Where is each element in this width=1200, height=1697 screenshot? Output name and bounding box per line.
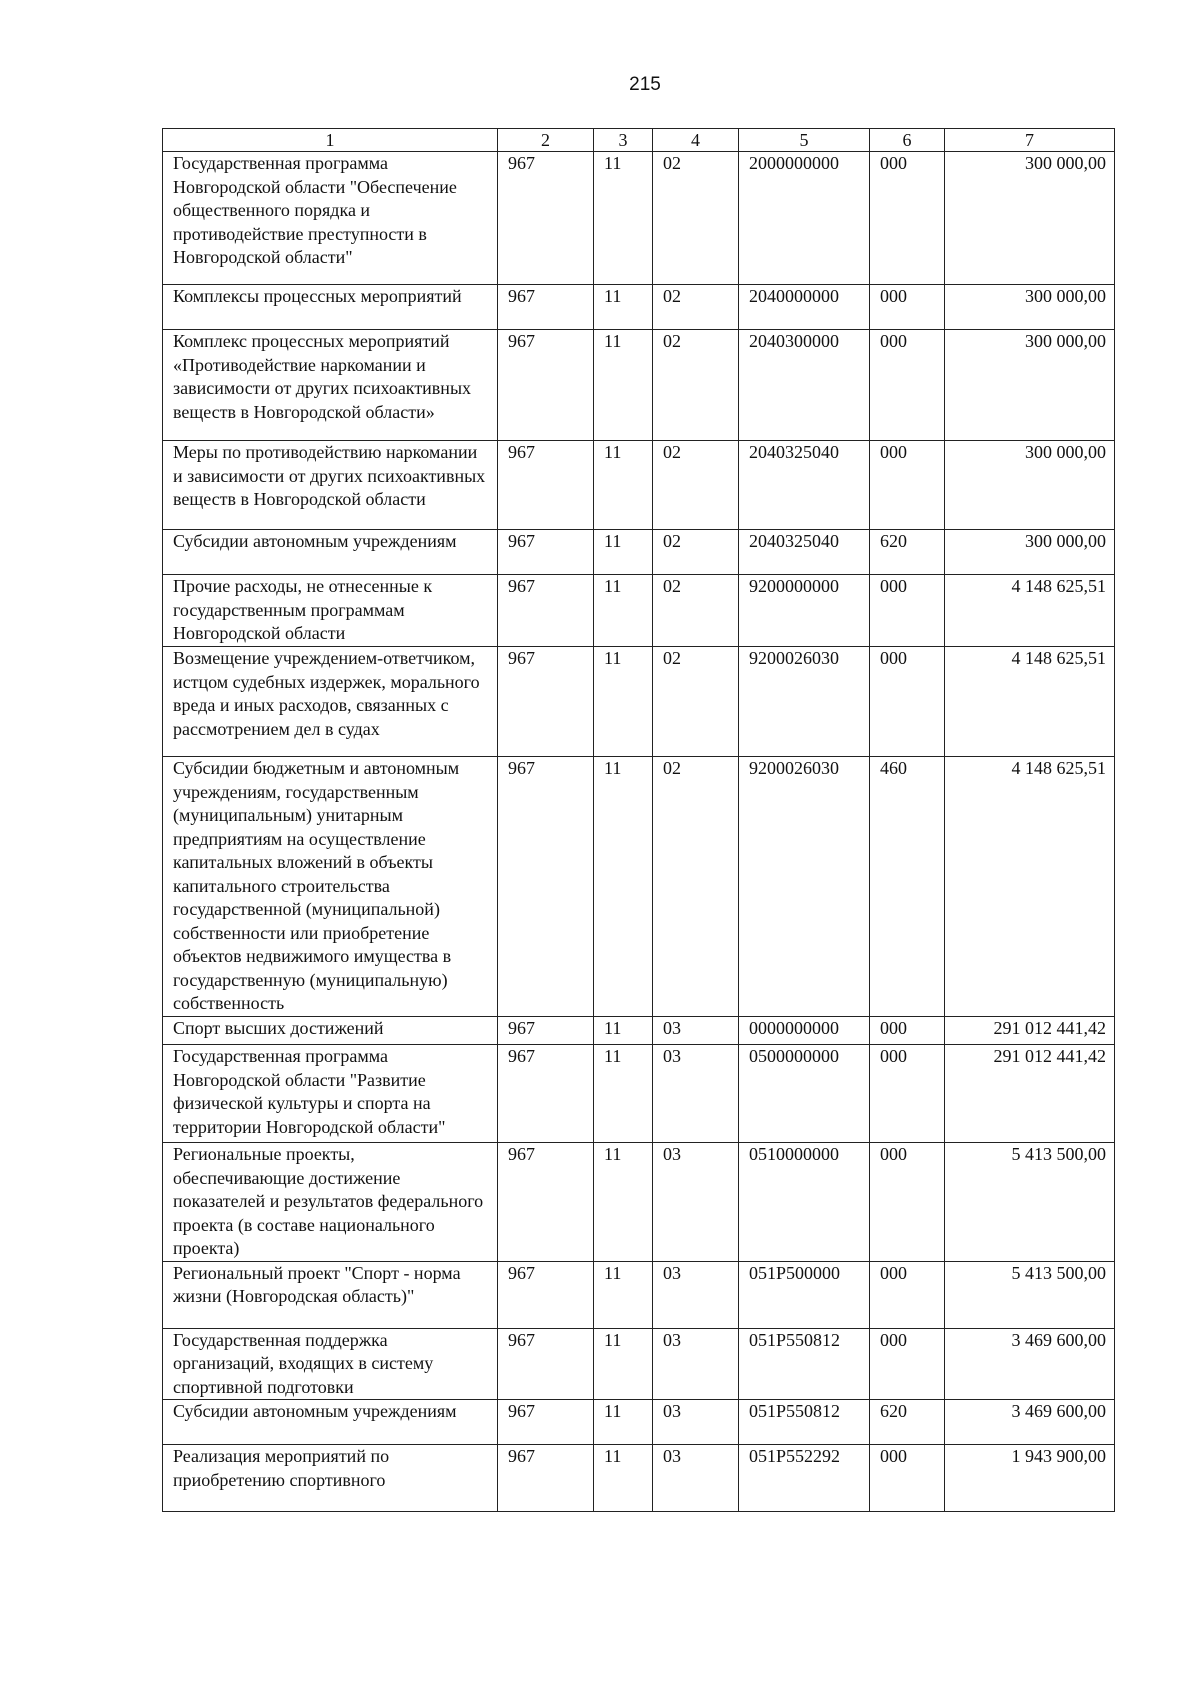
cell-name: Государственная программа Новгородской области "Развитие физической культуры и спорта на территории Новгородской области" — [163, 1045, 498, 1143]
table-row — [163, 1143, 1115, 1262]
cell-name: Меры по противодействию наркомании и зависимости от других психоактивных веществ в Новгородской области — [163, 441, 498, 530]
cell-amount: 300 000,00 — [945, 441, 1115, 530]
cell-col-5: 2040300000 — [739, 330, 870, 441]
cell-col-4: 03 — [653, 1445, 739, 1512]
cell-name: Спорт высших достижений — [163, 1017, 498, 1045]
cell-amount: 5 413 500,00 — [945, 1143, 1115, 1262]
cell-col-2: 967 — [498, 757, 594, 1017]
cell-col-2: 967 — [498, 1400, 594, 1445]
cell-col-2: 967 — [498, 330, 594, 441]
cell-name: Государственная поддержка организаций, входящих в систему спортивной подготовки — [163, 1328, 498, 1400]
cell-name: Реализация мероприятий по приобретению спортивного — [163, 1445, 498, 1512]
cell-name: Региональный проект "Спорт - норма жизни (Новгородская область)" — [163, 1261, 498, 1328]
cell-col-2: 967 — [498, 1328, 594, 1400]
budget-table — [162, 128, 1115, 1512]
cell-name: Возмещение учреждением-ответчиком, истцом судебных издержек, морального вреда и иных расходов, связанных с рассмотрением дел в судах — [163, 647, 498, 757]
cell-name: Субсидии автономным учреждениям — [163, 530, 498, 575]
cell-col-6: 000 — [870, 1045, 945, 1143]
cell-col-5: 2040000000 — [739, 285, 870, 330]
column-header-2: 2 — [498, 129, 594, 152]
cell-col-5: 0510000000 — [739, 1143, 870, 1262]
cell-col-6: 460 — [870, 757, 945, 1017]
cell-col-6: 000 — [870, 1261, 945, 1328]
cell-col-6: 000 — [870, 330, 945, 441]
cell-col-5: 0000000000 — [739, 1017, 870, 1045]
cell-amount: 5 413 500,00 — [945, 1261, 1115, 1328]
cell-amount: 300 000,00 — [945, 330, 1115, 441]
cell-amount: 4 148 625,51 — [945, 647, 1115, 757]
cell-col-4: 02 — [653, 757, 739, 1017]
cell-col-3: 11 — [594, 1445, 653, 1512]
cell-col-4: 02 — [653, 575, 739, 647]
cell-col-2: 967 — [498, 530, 594, 575]
cell-col-3: 11 — [594, 1017, 653, 1045]
cell-name: Субсидии автономным учреждениям — [163, 1400, 498, 1445]
column-header-6: 6 — [870, 129, 945, 152]
cell-col-5: 2040325040 — [739, 530, 870, 575]
cell-col-5: 9200026030 — [739, 647, 870, 757]
cell-col-6: 000 — [870, 647, 945, 757]
cell-amount: 1 943 900,00 — [945, 1445, 1115, 1512]
cell-col-4: 02 — [653, 530, 739, 575]
table-row — [163, 530, 1115, 575]
cell-col-3: 11 — [594, 1143, 653, 1262]
cell-col-3: 11 — [594, 152, 653, 285]
cell-col-3: 11 — [594, 330, 653, 441]
cell-col-4: 03 — [653, 1045, 739, 1143]
cell-col-2: 967 — [498, 1017, 594, 1045]
cell-name: Комплекс процессных мероприятий «Противодействие наркомании и зависимости от других психоактивных веществ в Новгородской области» — [163, 330, 498, 441]
cell-col-4: 03 — [653, 1261, 739, 1328]
cell-col-6: 000 — [870, 285, 945, 330]
cell-col-3: 11 — [594, 1400, 653, 1445]
cell-col-4: 03 — [653, 1328, 739, 1400]
cell-col-4: 02 — [653, 330, 739, 441]
header-row — [163, 129, 1115, 152]
cell-col-4: 03 — [653, 1400, 739, 1445]
column-header-4: 4 — [653, 129, 739, 152]
cell-amount: 291 012 441,42 — [945, 1017, 1115, 1045]
cell-col-3: 11 — [594, 1045, 653, 1143]
cell-col-3: 11 — [594, 285, 653, 330]
cell-col-3: 11 — [594, 647, 653, 757]
cell-col-2: 967 — [498, 285, 594, 330]
cell-col-3: 11 — [594, 575, 653, 647]
cell-col-4: 02 — [653, 647, 739, 757]
cell-col-6: 000 — [870, 152, 945, 285]
cell-col-2: 967 — [498, 441, 594, 530]
table-body — [163, 152, 1115, 1512]
cell-col-3: 11 — [594, 1328, 653, 1400]
cell-col-2: 967 — [498, 647, 594, 757]
cell-col-6: 000 — [870, 1143, 945, 1262]
cell-amount: 300 000,00 — [945, 285, 1115, 330]
cell-col-2: 967 — [498, 1445, 594, 1512]
table-row — [163, 1400, 1115, 1445]
cell-col-4: 02 — [653, 441, 739, 530]
cell-col-4: 02 — [653, 152, 739, 285]
table-row — [163, 1328, 1115, 1400]
table-row — [163, 1261, 1115, 1328]
table-row — [163, 647, 1115, 757]
cell-name: Региональные проекты, обеспечивающие достижение показателей и результатов федерального проекта (в составе национального проекта) — [163, 1143, 498, 1262]
cell-col-6: 000 — [870, 1328, 945, 1400]
cell-col-4: 03 — [653, 1143, 739, 1262]
cell-col-6: 000 — [870, 441, 945, 530]
cell-col-6: 620 — [870, 1400, 945, 1445]
cell-col-4: 03 — [653, 1017, 739, 1045]
table-row — [163, 1445, 1115, 1512]
cell-col-5: 9200000000 — [739, 575, 870, 647]
cell-col-3: 11 — [594, 757, 653, 1017]
cell-col-5: 2000000000 — [739, 152, 870, 285]
cell-col-2: 967 — [498, 1045, 594, 1143]
cell-col-5: 2040325040 — [739, 441, 870, 530]
cell-col-6: 620 — [870, 530, 945, 575]
cell-col-3: 11 — [594, 441, 653, 530]
column-header-1: 1 — [163, 129, 498, 152]
table-row — [163, 441, 1115, 530]
cell-col-3: 11 — [594, 1261, 653, 1328]
cell-amount: 3 469 600,00 — [945, 1328, 1115, 1400]
column-header-5: 5 — [739, 129, 870, 152]
cell-col-6: 000 — [870, 1017, 945, 1045]
cell-name: Субсидии бюджетным и автономным учреждениям, государственным (муниципальным) унитарным предприятиям на осуществление капитальных вложений в объекты капитального строительства государственной (муниципальной) собственности или приобретение объектов недвижимого имущества в государственную (муниципальную) собственность — [163, 757, 498, 1017]
table-row — [163, 285, 1115, 330]
cell-amount: 3 469 600,00 — [945, 1400, 1115, 1445]
cell-col-5: 051P552292 — [739, 1445, 870, 1512]
cell-name: Прочие расходы, не отнесенные к государственным программам Новгородской области — [163, 575, 498, 647]
cell-col-5: 051P550812 — [739, 1400, 870, 1445]
table-row — [163, 1017, 1115, 1045]
cell-name: Комплексы процессных мероприятий — [163, 285, 498, 330]
cell-col-2: 967 — [498, 1261, 594, 1328]
cell-col-5: 0500000000 — [739, 1045, 870, 1143]
cell-col-5: 051P550812 — [739, 1328, 870, 1400]
cell-amount: 4 148 625,51 — [945, 757, 1115, 1017]
cell-amount: 300 000,00 — [945, 530, 1115, 575]
cell-col-4: 02 — [653, 285, 739, 330]
cell-amount: 4 148 625,51 — [945, 575, 1115, 647]
cell-col-2: 967 — [498, 152, 594, 285]
cell-name: Государственная программа Новгородской области "Обеспечение общественного порядка и противодействие преступности в Новгородской области" — [163, 152, 498, 285]
cell-col-2: 967 — [498, 1143, 594, 1262]
cell-col-3: 11 — [594, 530, 653, 575]
table-row — [163, 757, 1115, 1017]
table-row — [163, 152, 1115, 285]
cell-col-5: 051P500000 — [739, 1261, 870, 1328]
page-number: 215 — [629, 74, 661, 95]
cell-col-5: 9200026030 — [739, 757, 870, 1017]
table-row — [163, 1045, 1115, 1143]
column-header-3: 3 — [594, 129, 653, 152]
cell-col-2: 967 — [498, 575, 594, 647]
column-header-7: 7 — [945, 129, 1115, 152]
table-row — [163, 330, 1115, 441]
table-row — [163, 575, 1115, 647]
cell-col-6: 000 — [870, 575, 945, 647]
cell-col-6: 000 — [870, 1445, 945, 1512]
cell-amount: 300 000,00 — [945, 152, 1115, 285]
cell-amount: 291 012 441,42 — [945, 1045, 1115, 1143]
